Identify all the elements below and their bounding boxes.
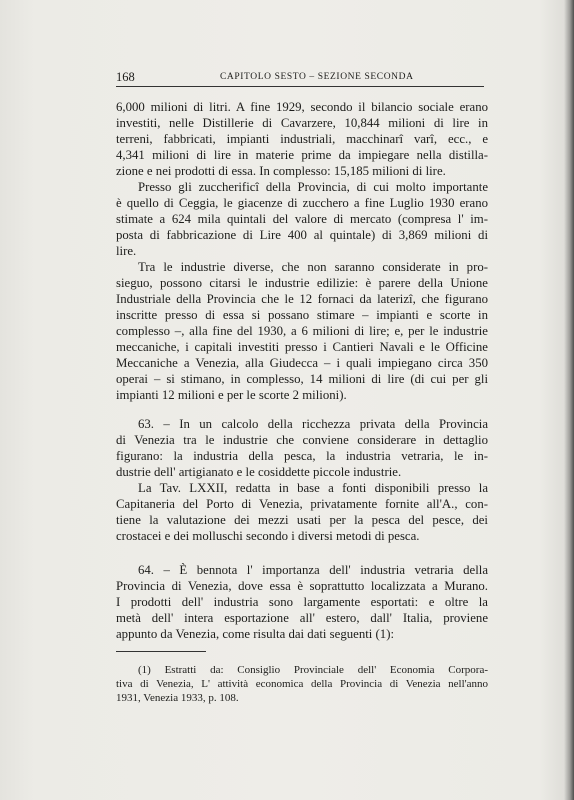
running-head: CAPITOLO SESTO – SEZIONE SECONDA (220, 72, 414, 82)
text-line: appunto da Venezia, come risulta dai dati seguenti (1): (116, 627, 395, 641)
book-spine-shadow (564, 0, 574, 800)
section-gap (116, 403, 488, 416)
text-line: di Venezia tra le industrie che conviene considerare in dettaglio (116, 433, 488, 447)
text-line: terreni, fabbricati, impianti industriali, macchinarî varî, ecc., e (116, 132, 488, 146)
text-line: complesso –, alla fine del 1930, a 6 milioni di lire; e, per le industrie (116, 324, 488, 338)
text-line: impianti 12 milioni e per le scorte 2 milioni). (116, 388, 347, 402)
text-line: I prodotti dell' industria sono largamente esportati: e oltre la (116, 595, 488, 609)
page-header (116, 70, 484, 87)
text-line: Capitaneria del Porto di Venezia, privatamente fornite all'A., con- (116, 497, 488, 511)
section-64-line: 64. – È bennota l' importanza dell' industria vetraria della (138, 563, 488, 577)
footnote-line: tiva di Venezia, L' attività economica della Provincia di Venezia nell'anno (116, 678, 488, 690)
text-line: Industriale della Provincia che le 12 fornaci da laterizî, che figurano (116, 292, 488, 306)
text-line: stimate a 624 mila quintali del valore di mercato (compresa l' im- (116, 212, 488, 226)
section-63-line: 63. – In un calcolo della ricchezza privata della Provincia (138, 417, 488, 431)
text-line: Provincia di Venezia, dove essa è soprattutto localizzata a Murano. (116, 579, 488, 593)
section-gap (116, 544, 488, 562)
text-line: operai – si stimano, in complesso, 14 milioni di lire (di cui per gli (116, 372, 488, 386)
footnote-divider (116, 651, 206, 652)
text-line: inscritte presso di essa si possano stimare – impianti e scorte in (116, 308, 488, 322)
text-line: La Tav. LXXII, redatta in base a fonti disponibili presso la (138, 481, 488, 495)
text-line: zione e nei prodotti di essa. In complesso: 15,185 milioni di lire. (116, 164, 446, 178)
text-line: dustrie dell' artigianato e le cosiddette piccole industrie. (116, 465, 402, 479)
text-line: metà dell' intera esportazione all' estero, dall' Italia, proviene (116, 611, 488, 625)
footnote (116, 663, 488, 705)
footnote-line: 1931, Venezia 1933, p. 108. (116, 692, 239, 704)
text-line: 4,341 milioni di lire in materie prime da impiegare nella distilla- (116, 148, 488, 162)
text-line: sieguo, possono citarsi le industrie edilizie: è parere della Unione (116, 276, 488, 290)
text-line: figurano: la industria della pesca, la industria vetraria, le in- (116, 449, 488, 463)
text-line: tiene la valutazione dei mezzi usati per la pesca del pesce, dei (116, 513, 488, 527)
text-line: è quello di Ceggia, le giacenze di zucchero a fine Luglio 1930 erano (116, 196, 488, 210)
text-line: 6,000 milioni di litri. A fine 1929, secondo il bilancio sociale erano (116, 100, 488, 114)
text-line: lire. (116, 244, 137, 258)
page-number: 168 (116, 70, 135, 84)
text-line: Tra le industrie diverse, che non saranno considerate in pro- (138, 260, 488, 274)
text-line: crostacei e dei molluschi secondo i diversi metodi di pesca. (116, 529, 420, 543)
footnote-line: (1) Estratti da: Consiglio Provinciale dell' Economia Corpora- (138, 664, 488, 676)
text-line: investiti, nelle Distillerie di Cavarzere, 10,844 milioni di lire in (116, 116, 488, 130)
text-line: Meccaniche a Venezia, alla Giudecca – i quali impiegano circa 350 (116, 356, 488, 370)
body-text (116, 99, 488, 642)
text-line: meccaniche, i capitali investiti presso i Cantieri Navali e le Officine (116, 340, 488, 354)
text-line: Presso gli zuccherificî della Provincia, di cui molto importante (138, 180, 488, 194)
text-line: posta di fabbricazione di Lire 400 al quintale) di 3,869 milioni di (116, 228, 488, 242)
